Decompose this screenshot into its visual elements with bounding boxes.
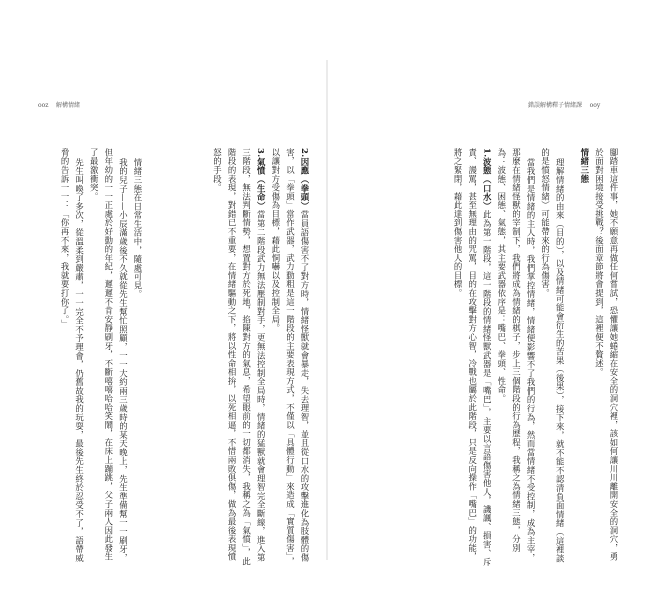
left-column-paragraphs bbox=[40, 148, 145, 568]
list-item-response bbox=[268, 148, 312, 568]
left-column-items bbox=[150, 148, 312, 568]
paragraph: 理解情緒的由來（目的），以及情緒可能會衍生的苦果（後果），接下來，就不能不認清負面情緒（這裡談的是憤怒情緒）可能帶來的行為傷害。 bbox=[540, 148, 566, 563]
item-label: 1.波態（口水） bbox=[482, 148, 493, 211]
item-text: 當第二階段武力無法壓制對手，更無法控制全局時，情緒的猛獸就會理智完全斷線，進入第三階段，無法判斷情勢，想置對方於死地，掐陳對方的氣息，希望眼前的一切都消失，我稱之為「氣憤」，此階段的表現，對錯已不重要，在情緒驅動之下，將以性命相拚，以死相逼，不惜兩敗俱傷，做為最後表現憤怒的手段。 bbox=[212, 148, 267, 566]
item-text: 當員語傷害不了對方時，情緒怪獸就會暴走，失去理智，並且從口水的攻擊進化為肢體的傷害，以「拳頭」當作武器，武力動粗是這一階段的主要表現方式，不僅以「具體行動」來造成「實質傷害」，以讓對方受傷為目標，藉此恫嚇以及控制全局。 bbox=[270, 148, 310, 566]
right-page-number: ooy bbox=[589, 102, 601, 109]
item-label: 2.因應（拳頭） bbox=[300, 148, 310, 211]
left-running-title: 解構情緒 bbox=[56, 102, 81, 109]
list-item-wave bbox=[450, 148, 494, 568]
paragraph: 先生叫喚了多次，從溫柔到嚴肅，一一完全不予理會，仍舊故我的玩耍，最後先生終於忍受不了，語帶威脅的告訴一一：「你再不來，我就要打你了。」 bbox=[60, 148, 85, 563]
right-running-title: 錯誤解構釋子情緒課 bbox=[528, 102, 583, 109]
item-text: 此為第一階段，這一階段的情緒怪獸武器是「嘴巴」，主要以言語傷害他人，譏諷、損害、斥責、謾罵，甚至無理由的咒罵，目的在攻擊對方心智，冷戰也屬於此階段，只是反向操作「嘴巴」的功能，將之緊閉，藉此達到傷害他人的目標。 bbox=[453, 148, 493, 567]
right-page bbox=[328, 0, 655, 609]
paragraph: 情緒三態在日常生活中，隨處可見。 bbox=[133, 158, 143, 299]
item-label: 3.氣憤（生命） bbox=[256, 148, 267, 211]
left-page bbox=[0, 0, 327, 609]
right-column bbox=[338, 148, 621, 568]
list-item-anger bbox=[210, 148, 268, 568]
paragraph: 我的兒子——小辰滿歲後不久就從先生幫忙照顧，一一大約兩三歲時的某天晚上，先生準備幫一一刷牙，但年幼的一一正處於好動的年紀，遲遲不肯安靜刷牙，不斷嘻嘻哈哈笑鬧，在床上蹦跳，父子兩人因此發生了最激衝突。 bbox=[89, 148, 129, 563]
left-page-number: ooz bbox=[38, 102, 49, 109]
right-page-header bbox=[528, 100, 600, 109]
left-page-header bbox=[38, 100, 80, 109]
section-heading: 情緒三態 bbox=[579, 148, 590, 184]
paragraph: 當我們是情緒的主人時，我們掌控情緒，情緒便影響不了我們的行為，然而當情緒不受控制，成為主宰，那麼在情緒怪獸的宰制下，我們將成為情緒的棋子，步上三個階段的行為歷程，我稱之為情緒三態，分別為：波態、困態、氣態，其主要武器依序是：嘴巴、拳頭、性命。 bbox=[496, 148, 537, 563]
intro-paragraph: 腳踏車這件事，她不願意再做任何嘗試，恐懼讓她蜷縮在安全的洞穴裡，該如何讓川川離開安全的洞穴，勇於面對困境接受挑戰？後面章節將會提到，這裡便不贅述。 bbox=[594, 148, 619, 562]
